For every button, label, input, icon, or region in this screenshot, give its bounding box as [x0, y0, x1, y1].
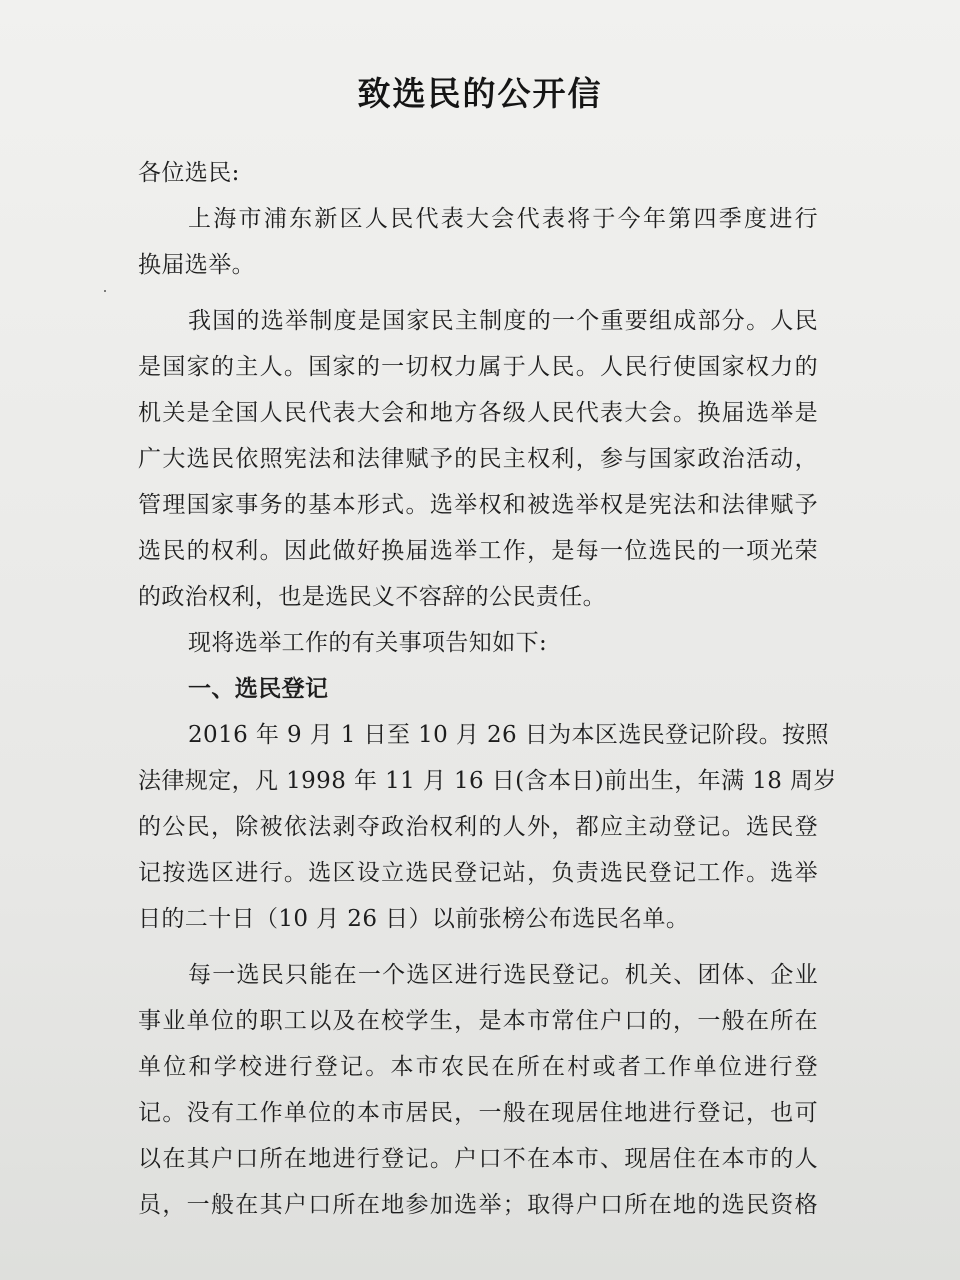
paragraph-line: 日的二十日（10 月 26 日）以前张榜公布选民名单。 [138, 906, 690, 932]
paragraph-line: 管理国家事务的基本形式。选举权和被选举权是宪法和法律赋予 [138, 492, 818, 518]
paragraph-line: 是国家的主人。国家的一切权力属于人民。人民行使国家权力的 [138, 354, 818, 380]
paragraph-line: 广大选民依照宪法和法律赋予的民主权利，参与国家政治活动， [138, 446, 818, 472]
letter-body [138, 150, 837, 1228]
paper-speck [104, 290, 106, 292]
section-paragraph-1 [138, 712, 837, 942]
paragraph-line: 现将选举工作的有关事项告知如下: [188, 630, 548, 656]
paragraph-line: 上海市浦东新区人民代表大会代表将于今年第四季度进行 [188, 206, 818, 232]
paragraph-line: 机关是全国人民代表大会和地方各级人民代表大会。换届选举是 [138, 400, 818, 426]
paragraph-line: 法律规定，凡 1998 年 11 月 16 日(含本日)前出生，年满 18 周岁 [138, 768, 837, 794]
paragraph-3 [138, 620, 818, 666]
paragraph-line: 我国的选举制度是国家民主制度的一个重要组成部分。人民 [188, 308, 818, 334]
paragraph-line: 选民的权利。因此做好换届选举工作，是每一位选民的一项光荣 [138, 538, 818, 564]
paragraph-line: 以在其户口所在地进行登记。户口不在本市、现居住在本市的人 [138, 1146, 818, 1172]
paragraph-line: 换届选举。 [138, 252, 255, 278]
paragraph-line: 每一选民只能在一个选区进行选民登记。机关、团体、企业 [188, 962, 818, 988]
paragraph-1 [138, 196, 818, 288]
paragraph-line: 记按选区进行。选区设立选民登记站，负责选民登记工作。选举 [138, 860, 818, 886]
paragraph-line: 的公民，除被依法剥夺政治权利的人外，都应主动登记。选民登 [138, 814, 818, 840]
section-heading: 一、选民登记 [188, 676, 329, 702]
paragraph-line: 员，一般在其户口所在地参加选举；取得户口所在地的选民资格 [138, 1192, 818, 1218]
salutation: 各位选民: [138, 160, 240, 186]
paragraph-line: 单位和学校进行登记。本市农民在所在村或者工作单位进行登 [138, 1054, 818, 1080]
paragraph-line: 事业单位的职工以及在校学生，是本市常住户口的，一般在所在 [138, 1008, 818, 1034]
document-title: 致选民的公开信 [357, 74, 603, 113]
paragraph-line: 记。没有工作单位的本市居民，一般在现居住地进行登记，也可 [138, 1100, 818, 1126]
paragraph-2 [138, 298, 818, 620]
paragraph-line: 2016 年 9 月 1 日至 10 月 26 日为本区选民登记阶段。按照 [188, 722, 829, 748]
paragraph-line: 的政治权利，也是选民义不容辞的公民责任。 [138, 584, 606, 610]
section-paragraph-2 [138, 952, 818, 1228]
